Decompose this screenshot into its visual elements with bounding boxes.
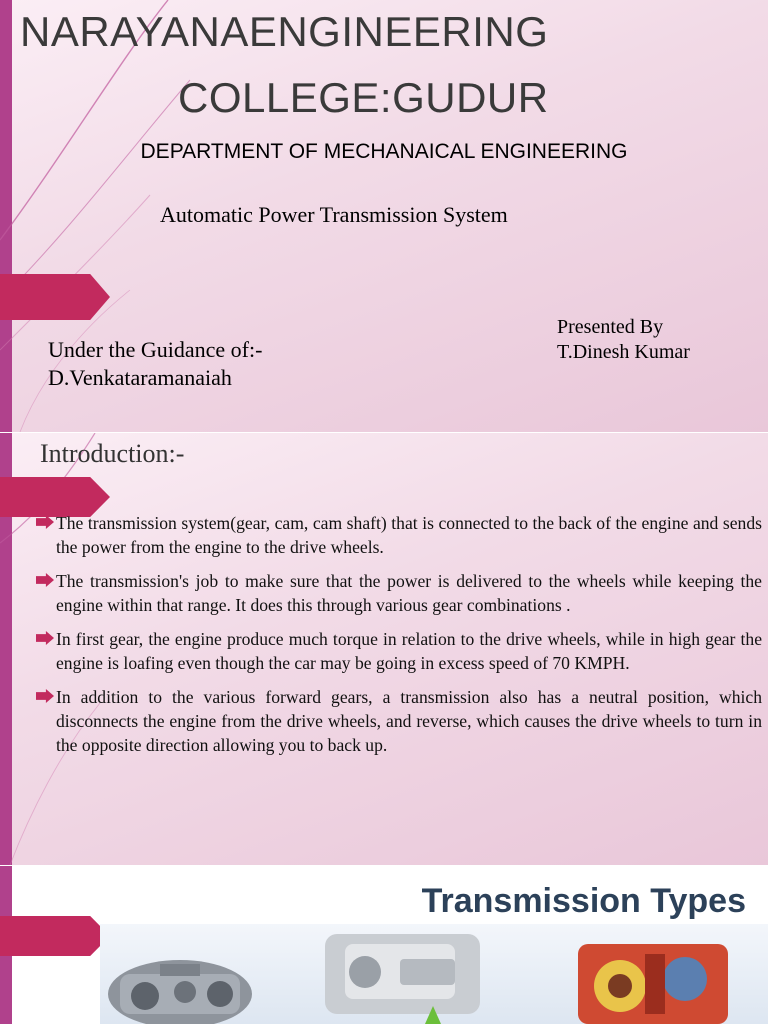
slide-tab-marker bbox=[0, 916, 110, 956]
bullet-item bbox=[36, 511, 762, 559]
transmission-types-slide bbox=[0, 866, 768, 1024]
presented-by-label: Presented By bbox=[557, 316, 664, 338]
automatic-gearbox-icon bbox=[325, 934, 480, 1024]
arrow-bullet-icon bbox=[36, 573, 54, 587]
title-slide bbox=[0, 0, 768, 432]
introduction-heading: Introduction:- bbox=[40, 439, 185, 468]
bullet-text: The transmission's job to make sure that the power is delivered to the wheels while keeping the engine within that range. It does this through various gear combinations . bbox=[56, 571, 762, 615]
bullet-text: The transmission system(gear, cam, cam shaft) that is connected to the back of the engine and sends the power from the engine to the drive wheels. bbox=[56, 513, 762, 557]
department-name: DEPARTMENT OF MECHANAICAL ENGINEERING bbox=[140, 140, 628, 163]
guidance-block bbox=[48, 336, 262, 392]
presenter-name: T.Dinesh Kumar bbox=[557, 341, 690, 363]
bullet-text: In first gear, the engine produce much torque in relation to the drive wheels, while in high gear the engine is loafing even though the car may be going in excess speed of 70 KMPH. bbox=[56, 629, 762, 673]
arrow-bullet-icon bbox=[36, 515, 54, 529]
arrow-bullet-icon bbox=[36, 631, 54, 645]
college-title-line2: COLLEGE:GUDUR bbox=[178, 74, 549, 121]
cvt-gearbox-icon bbox=[578, 944, 728, 1024]
slide-sidebar bbox=[0, 0, 12, 432]
guide-name: D.Venkataramanaiah bbox=[48, 365, 232, 390]
presentation-topic: Automatic Power Transmission System bbox=[160, 202, 508, 227]
presenter-block bbox=[557, 315, 690, 365]
college-title-line1: NARAYANAENGINEERING bbox=[20, 8, 549, 55]
manual-gearbox-icon bbox=[108, 960, 252, 1024]
transmission-types-image bbox=[100, 866, 768, 1024]
introduction-bullet-list bbox=[36, 511, 762, 767]
guidance-label: Under the Guidance of:- bbox=[48, 337, 263, 362]
bullet-item bbox=[36, 685, 762, 757]
introduction-slide bbox=[0, 433, 768, 865]
bullet-text: In addition to the various forward gears, a transmission also has a neutral position, which disconnects the engine from the drive wheels, and reverse, which causes the drive wheels to turn in the opposite direction allowing you to back up. bbox=[56, 687, 762, 755]
bullet-item bbox=[36, 627, 762, 675]
gearbox-illustrations bbox=[100, 924, 768, 1024]
bullet-item bbox=[36, 569, 762, 617]
arrow-bullet-icon bbox=[36, 689, 54, 703]
transmission-types-title: Transmission Types bbox=[421, 882, 746, 920]
slide-tab-marker bbox=[0, 274, 110, 320]
